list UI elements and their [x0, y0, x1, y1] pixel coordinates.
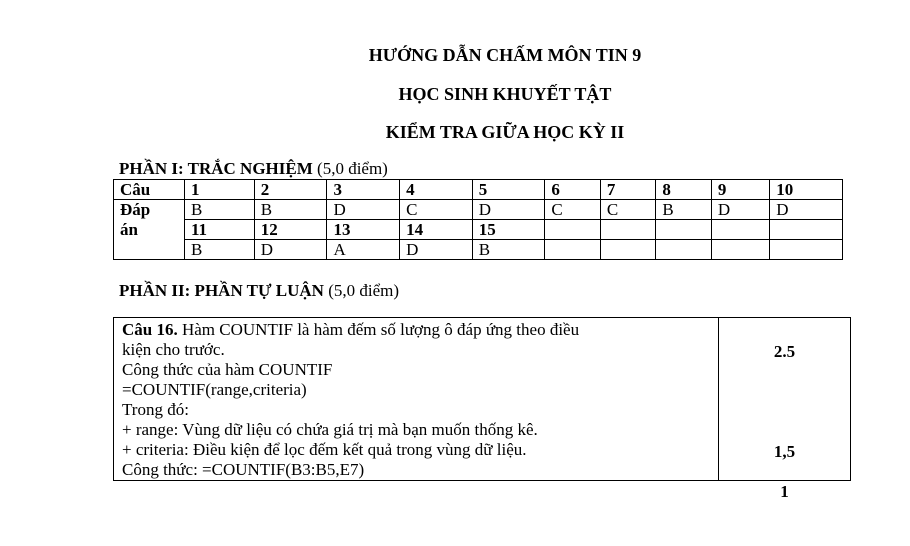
question-number — [770, 220, 843, 240]
question-number: 8 — [656, 180, 712, 200]
question-number: 14 — [400, 220, 473, 240]
answer-cell: A — [327, 240, 400, 260]
question-number: 6 — [545, 180, 601, 200]
score-value: 2.5 — [773, 342, 796, 361]
answer-cell: D — [472, 200, 545, 220]
score-value: 1 — [780, 482, 789, 501]
question-number: 3 — [327, 180, 400, 200]
part2-heading — [119, 281, 399, 301]
doc-title-line1: HƯỚNG DẪN CHẤM MÔN TIN 9 — [368, 45, 642, 65]
answer-cell: D — [711, 200, 769, 220]
score-column — [719, 318, 851, 501]
answer-cell: C — [400, 200, 473, 220]
label-an: án — [114, 220, 185, 260]
q16-line: + range: Vùng dữ liệu có chứa giá trị mà bạn muốn thống kê. — [122, 420, 538, 439]
part2-points: (5,0 điểm) — [323, 281, 400, 300]
essay-table — [113, 317, 851, 501]
q16-line: + criteria: Điều kiện để lọc đếm kết quả trong vùng dữ liệu. — [122, 440, 527, 459]
answer-cell — [770, 240, 843, 260]
question-number: 11 — [185, 220, 255, 240]
answer-cell: B — [254, 200, 327, 220]
answer-cell: D — [254, 240, 327, 260]
answer-cell: B — [656, 200, 712, 220]
q16-label: Câu 16. — [122, 320, 178, 339]
q16-text: Hàm COUNTIF là hàm đếm số lượng ô đáp ứng theo điều — [177, 320, 580, 339]
question-number: 10 — [770, 180, 843, 200]
answer-cell — [600, 240, 656, 260]
part1-heading — [119, 159, 388, 179]
question-number: 4 — [400, 180, 473, 200]
answer-cell: D — [400, 240, 473, 260]
question-16-content — [114, 318, 719, 481]
question-number — [656, 220, 712, 240]
answer-cell — [545, 240, 601, 260]
label-cau: Câu — [114, 180, 185, 200]
doc-title-line3: KIỂM TRA GIỮA HỌC KỲ II — [385, 122, 625, 142]
question-number: 7 — [600, 180, 656, 200]
part1-title: PHẦN I: TRẮC NGHIỆM — [119, 159, 313, 178]
score-value: 1,5 — [773, 442, 796, 461]
question-number: 1 — [185, 180, 255, 200]
multiple-choice-table — [113, 179, 843, 260]
part1-points: (5,0 điểm) — [312, 159, 388, 178]
table-row — [114, 200, 843, 220]
table-row — [114, 318, 851, 481]
answer-cell: B — [472, 240, 545, 260]
answer-cell: D — [770, 200, 843, 220]
q16-line: =COUNTIF(range,criteria) — [122, 380, 307, 399]
part2-title: PHẦN II: PHẦN TỰ LUẬN — [119, 281, 324, 300]
question-number: 2 — [254, 180, 327, 200]
question-number: 13 — [327, 220, 400, 240]
doc-title-line2: HỌC SINH KHUYẾT TẬT — [398, 84, 612, 104]
question-number: 12 — [254, 220, 327, 240]
answer-cell: B — [185, 200, 255, 220]
q16-line: kiện cho trước. — [122, 340, 225, 359]
question-number — [545, 220, 601, 240]
table-row — [114, 180, 843, 200]
answer-cell: C — [545, 200, 601, 220]
table-row — [114, 240, 843, 260]
q16-line: Công thức của hàm COUNTIF — [122, 360, 333, 379]
question-number: 15 — [472, 220, 545, 240]
q16-line: Trong đó: — [122, 400, 189, 419]
label-dap: Đáp — [114, 200, 185, 220]
question-number: 9 — [711, 180, 769, 200]
q16-line — [122, 320, 712, 340]
answer-cell: C — [600, 200, 656, 220]
question-number — [711, 220, 769, 240]
answer-cell — [711, 240, 769, 260]
answer-cell — [656, 240, 712, 260]
question-number: 5 — [472, 180, 545, 200]
q16-line: Công thức: =COUNTIF(B3:B5,E7) — [122, 460, 365, 479]
table-row — [114, 220, 843, 240]
answer-cell: D — [327, 200, 400, 220]
answer-cell: B — [185, 240, 255, 260]
question-number — [600, 220, 656, 240]
